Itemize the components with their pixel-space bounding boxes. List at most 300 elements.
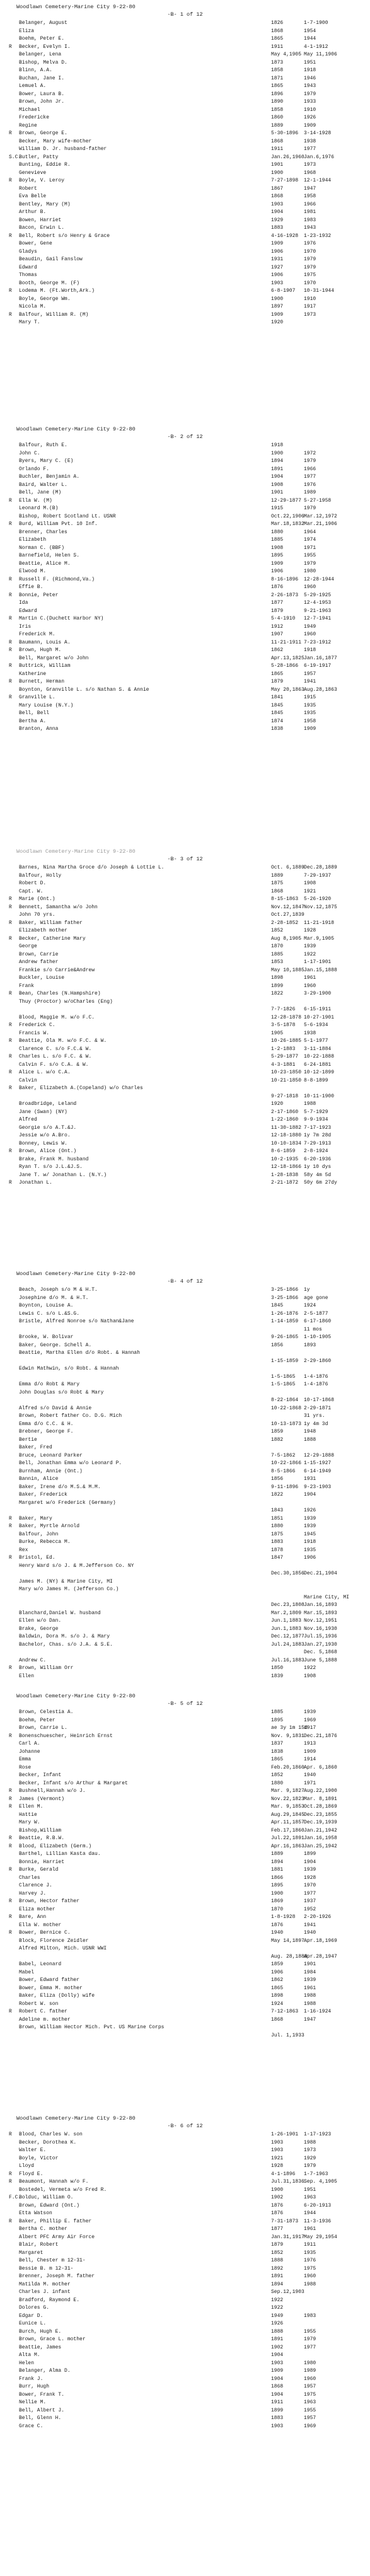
burial-record-row [0, 553, 370, 559]
record-birth-date: Nov.22,1823 [271, 1796, 304, 1802]
record-death-date: 1944 [304, 36, 316, 42]
record-death-date: 31 yrs. [304, 1413, 325, 1419]
record-name: Becker, Mary wife-mother [19, 138, 92, 144]
burial-record-row [0, 1148, 370, 1155]
record-death-date: June 5,1888 [304, 1657, 337, 1663]
record-death-date: Jan.16,1958 [304, 1835, 337, 1841]
burial-record-row [0, 1484, 370, 1491]
burial-record-row [0, 2009, 370, 2015]
record-name: Baker, Phillip E. father [19, 2218, 92, 2224]
record-death-date: 2-20-1926 [304, 1914, 332, 1920]
record-name: Becker, Evelyn I. [19, 43, 71, 50]
record-death-date: 1966 [304, 466, 316, 472]
record-death-date: Nov.12,1875 [304, 904, 337, 910]
record-name: Burr, Hugh [19, 2384, 50, 2389]
record-birth-date: 1845 [271, 702, 284, 708]
record-death-date: 1935 [304, 710, 316, 716]
record-birth-date: 1826 [271, 20, 284, 26]
record-name: Becker, Dorothea K. [19, 2139, 77, 2146]
record-marker: R [9, 1914, 12, 1920]
record-birth-date: 1837 [271, 1741, 284, 1747]
record-marker: R [9, 1022, 12, 1028]
burial-record-row [0, 1626, 370, 1632]
record-name: Bell, Chester m 12-31- [19, 2258, 86, 2263]
record-name: Brenner, Charles [19, 529, 67, 535]
record-name: Alfred s/o David & Annie [19, 1405, 92, 1411]
record-marker: R [9, 1070, 12, 1075]
record-marker: R [9, 616, 12, 621]
record-marker: R [9, 311, 12, 318]
record-name: George [19, 944, 37, 949]
record-birth-date: 1909 [271, 241, 284, 246]
record-birth-date: 1885 [271, 951, 284, 957]
record-name: Eliza [19, 28, 35, 34]
record-birth-date: 1865 [271, 671, 284, 677]
record-death-date: 1988 [304, 2139, 316, 2146]
record-birth-date: 1852 [271, 2250, 284, 2256]
record-death-date: Marine City, MI [304, 1594, 350, 1600]
burial-record-row [0, 1350, 370, 1356]
burial-record-row [0, 249, 370, 255]
record-name: Barthel, Lillian Kasta dau. [19, 1851, 101, 1857]
record-birth-date: Jun.1,1883 [271, 1618, 302, 1624]
record-name: Frank J. [19, 2376, 43, 2382]
record-death-date: 1960 [304, 584, 316, 590]
record-birth-date: 7-7-1826 [271, 1007, 296, 1012]
record-name: Balfour, Holly [19, 872, 62, 879]
record-death-date: 1928 [304, 1874, 316, 1881]
record-birth-date: Jan.31,1917 [271, 2234, 304, 2240]
record-birth-date: 10-26-1885 [271, 1038, 302, 1044]
record-birth-date: 1873 [271, 59, 284, 66]
burial-record-row [0, 170, 370, 176]
record-death-date: Aug.28,1863 [304, 686, 337, 693]
record-name: Eunice L. [19, 2321, 47, 2326]
record-death-date: 1940 [304, 1930, 316, 1936]
record-death-date: 1918 [304, 67, 316, 73]
record-birth-date: 1870 [271, 944, 284, 949]
record-name: Robert D. [19, 881, 47, 886]
record-name: Frankie s/o Carrie&Andrew [19, 967, 95, 973]
record-death-date: 1968 [304, 170, 316, 176]
record-name: Bishop,William [19, 1827, 62, 1834]
burial-record-row [0, 2171, 370, 2178]
burial-record-row [0, 1054, 370, 1060]
burial-record-row [0, 2329, 370, 2335]
burial-record-row [0, 2001, 370, 2007]
transcription-page [0, 1689, 370, 2111]
record-birth-date: Nov.12,1847 [271, 904, 304, 910]
record-name: Eva Belle [19, 193, 47, 199]
burial-record-row [0, 2179, 370, 2185]
burial-record-row [0, 1757, 370, 1763]
burial-record-row [0, 482, 370, 488]
record-birth-date: 1883 [271, 1539, 284, 1545]
record-birth-date: 1852 [271, 928, 284, 933]
record-name: Brown, Carrie [19, 951, 59, 957]
record-death-date: 1960 [304, 632, 316, 637]
burial-record-row [0, 202, 370, 208]
record-birth-date: 1859 [271, 1429, 284, 1435]
record-death-date: 1952 [304, 1906, 316, 1912]
record-death-date: 5-26-1920 [304, 896, 332, 902]
record-death-date: 5-27-1958 [304, 497, 332, 504]
record-name: Burke, Gerald [19, 1867, 59, 1873]
record-name: Jessie w/o A.Bro. [19, 1133, 71, 1138]
record-death-date: 3-11-1884 [304, 1046, 332, 1052]
record-name: Dolores G. [19, 2305, 50, 2311]
record-death-date: Apr.28,1947 [304, 1953, 337, 1960]
record-death-date: 1918 [304, 647, 316, 653]
burial-record-row [0, 1287, 370, 1293]
record-marker: R [9, 497, 12, 504]
burial-record-row [0, 647, 370, 654]
burial-record-row [0, 2415, 370, 2422]
page-header: Woodlawn Cemetery-Marine City 9-22-80 [16, 2115, 136, 2122]
record-death-date: 1935 [304, 702, 316, 708]
record-death-date: 1909 [304, 1748, 316, 1755]
record-birth-date: Oct. 6,1889 [271, 865, 304, 870]
record-birth-date: 1877 [271, 600, 284, 606]
record-name: Bonnie, Harriet [19, 1859, 65, 1865]
burial-record-row [0, 2017, 370, 2023]
record-death-date: 1-7-1963 [304, 2171, 328, 2177]
record-birth-date: Aug 8,1905 [271, 935, 302, 942]
record-death-date: 1976 [304, 2258, 316, 2263]
record-birth-date: 2-17-1860 [271, 1109, 299, 1115]
record-birth-date: Nov. 9,1831 [271, 1733, 304, 1739]
record-name: Bower, Edward father [19, 1977, 80, 1983]
burial-record-row [0, 2163, 370, 2169]
record-marker: R [9, 1085, 12, 1091]
record-name: James M. (NY) & Marine City, MI [19, 1578, 113, 1585]
burial-record-row [0, 1327, 370, 1333]
record-marker: R [9, 2132, 12, 2137]
record-death-date: 1-7-1900 [304, 20, 328, 26]
burial-record-row [0, 2258, 370, 2264]
record-name: Bower, Bernice C. [19, 1930, 71, 1936]
record-death-date: 6-14-1949 [304, 1468, 332, 1474]
record-death-date: 1973 [304, 2147, 316, 2153]
record-birth-date: 1847 [271, 1555, 284, 1561]
record-name: Boyle, George Wm. [19, 296, 71, 302]
record-death-date: 1-23-1932 [304, 233, 332, 239]
record-name: Michael [19, 107, 40, 113]
record-birth-date: 1920 [271, 320, 284, 325]
record-birth-date: 1870 [271, 1906, 284, 1912]
burial-record-row [0, 1085, 370, 1092]
record-death-date: Mar.21,1906 [304, 521, 337, 527]
record-name: Boynton, Louise A. [19, 1303, 74, 1308]
record-death-date: 1939 [304, 1523, 316, 1529]
burial-record-row [0, 1046, 370, 1053]
burial-record-row [0, 1555, 370, 1561]
record-death-date: 1955 [304, 2407, 316, 2413]
record-death-date: 1988 [304, 1101, 316, 1107]
record-birth-date: 1860 [271, 115, 284, 120]
record-name: Bradford, Raymond E. [19, 2297, 80, 2303]
record-death-date: 1945 [304, 1531, 316, 1537]
record-death-date: 1937 [304, 1898, 316, 1904]
record-birth-date: 1858 [271, 107, 284, 113]
page-header: Woodlawn Cemetery-Marine City 9-22-80 [16, 848, 136, 855]
burial-record-row [0, 217, 370, 224]
record-death-date: 1949 [304, 623, 316, 630]
record-birth-date: 1868 [271, 138, 284, 144]
burial-record-row [0, 186, 370, 192]
record-birth-date: 1908 [271, 545, 284, 551]
record-death-date: 1929 [304, 2155, 316, 2161]
record-death-date: 1979 [304, 2163, 316, 2169]
record-birth-date: 1903 [271, 2147, 284, 2153]
record-death-date: 1-15-1927 [304, 1460, 332, 1466]
record-death-date: 1960 [304, 2273, 316, 2279]
burial-record-row [0, 2226, 370, 2232]
record-birth-date: 1865 [271, 1757, 284, 1762]
record-name: Emma [19, 1757, 32, 1762]
burial-record-row [0, 577, 370, 583]
record-death-date: 58y 4m 5d [304, 1172, 332, 1178]
record-name: Beattie, R.B.W. [19, 1835, 65, 1841]
record-name: Capt. W. [19, 888, 43, 894]
burial-record-row [0, 936, 370, 942]
record-birth-date: 3-25-1866 [271, 1295, 299, 1301]
record-name: Bower, Frank T. [19, 2391, 65, 2398]
record-name: Brown, Carrie L. [19, 1725, 67, 1731]
record-death-date: Dec.23,1855 [304, 1811, 337, 1818]
burial-record-row [0, 1804, 370, 1810]
record-birth-date: 1882 [271, 1436, 284, 1443]
burial-record-row [0, 76, 370, 82]
burial-record-row [0, 999, 370, 1005]
burial-record-row [0, 1658, 370, 1664]
record-birth-date: 1876 [271, 584, 284, 590]
record-death-date: 50y 6m 27dy [304, 1180, 337, 1186]
record-birth-date: May 4,1905 [271, 52, 302, 57]
record-birth-date: 1876 [271, 2202, 284, 2209]
record-name: Robert C. father [19, 2009, 67, 2014]
record-name: Bostedel, Vermeta w/o Fred R. [19, 2186, 107, 2193]
record-birth-date: 3-5-1878 [271, 1022, 296, 1028]
record-name: Bentley, Mary (M) [19, 201, 71, 207]
record-birth-date: Jul.24,1883 [271, 1641, 304, 1648]
record-birth-date: 1853 [271, 959, 284, 965]
page-title: -B- 1 of 12 [167, 11, 203, 18]
burial-record-row [0, 2408, 370, 2414]
burial-record-row [0, 1508, 370, 1514]
record-birth-date: 7-12-1863 [271, 2009, 299, 2014]
record-marker: R [9, 935, 12, 942]
record-name: Bowen, Harriet [19, 217, 62, 223]
burial-record-row [0, 265, 370, 271]
burial-record-row [0, 28, 370, 35]
record-death-date: 1906 [304, 1555, 316, 1561]
record-birth-date: May 10,1885 [271, 967, 304, 973]
record-name: Bristle, Alfred Nonroe s/o Nathan&Jane [19, 1319, 134, 1324]
record-birth-date: Jul.16,1883 [271, 1657, 304, 1663]
record-name: Elizabeth mother [19, 928, 67, 933]
record-marker: R [9, 2179, 12, 2185]
record-death-date: 1977 [304, 474, 316, 480]
burial-record-row [0, 1358, 370, 1365]
record-marker: R [9, 920, 12, 926]
record-marker: R [9, 991, 12, 996]
record-death-date: 1941 [304, 679, 316, 684]
record-death-date: 5-29-1925 [304, 592, 332, 598]
burial-record-row [0, 1610, 370, 1617]
record-name: Charles L. s/o F.C. & W. [19, 1054, 92, 1060]
burial-record-row [0, 1476, 370, 1482]
record-birth-date: 1878 [271, 1547, 284, 1553]
record-death-date: 1947 [304, 2016, 316, 2023]
burial-record-row [0, 1820, 370, 1826]
record-name: Alfred Milton, Mich. USNR WWI [19, 1946, 107, 1951]
record-name: Nicola M. [19, 304, 47, 309]
burial-record-row [0, 288, 370, 294]
record-death-date: 1973 [304, 162, 316, 168]
record-birth-date: 1904 [271, 2352, 284, 2358]
record-name: Nellie M. [19, 2400, 47, 2405]
record-name: Harvey J. [19, 1890, 47, 1897]
record-name: Adeline m. mother [19, 2016, 71, 2023]
record-birth-date: 1822 [271, 1492, 284, 1498]
record-name: Martin C.(Duchett Harbor NY) [19, 616, 104, 621]
record-birth-date: 1859 [271, 1961, 284, 1967]
record-name: Bennett, Samantha w/o John [19, 904, 98, 910]
record-birth-date: 1-28-1838 [271, 1172, 299, 1178]
record-birth-date: 1903 [271, 2423, 284, 2429]
burial-record-row [0, 2132, 370, 2138]
record-marker: R [9, 663, 12, 669]
burial-record-row [0, 944, 370, 950]
burial-record-row [0, 1781, 370, 1787]
burial-record-row [0, 2195, 370, 2201]
burial-record-row [0, 959, 370, 966]
record-name: Hattie [19, 1811, 37, 1818]
burial-record-row [0, 2140, 370, 2146]
record-death-date: 1-17-1901 [304, 959, 332, 965]
page-title: -B- 6 of 12 [167, 2123, 203, 2129]
record-birth-date: Feb.20,1860 [271, 1764, 304, 1770]
record-name: Buttrick, William [19, 663, 71, 669]
burial-record-row [0, 2400, 370, 2406]
burial-record-row [0, 2289, 370, 2296]
record-death-date: 1943 [304, 225, 316, 231]
record-marker: R [9, 521, 12, 527]
record-death-date: 5-6-1934 [304, 1022, 328, 1028]
record-death-date: 12-29-1888 [304, 1452, 335, 1458]
record-name: Barnefield, Helen S. [19, 553, 80, 558]
record-name: John Douglas s/o Robt & Mary [19, 1389, 104, 1395]
record-death-date: Nov.16,1930 [304, 1626, 337, 1632]
record-death-date: 2-8-1924 [304, 1148, 328, 1154]
record-birth-date: 4-1-1896 [271, 2171, 296, 2177]
burial-record-row [0, 1741, 370, 1747]
record-marker: R [9, 592, 12, 598]
record-birth-date: 8-22-1864 [271, 1397, 299, 1403]
record-name: Beach, Joseph s/o M & H.T. [19, 1287, 98, 1293]
burial-record-row [0, 2360, 370, 2367]
record-birth-date: 1880 [271, 529, 284, 535]
record-death-date: 1909 [304, 726, 316, 732]
record-death-date: Dec.21,1876 [304, 1733, 337, 1739]
record-name: Emma d/o C.C. & H. [19, 1421, 74, 1427]
burial-record-row [0, 1859, 370, 1866]
record-birth-date: 1903 [271, 280, 284, 286]
burial-record-row [0, 1429, 370, 1435]
record-name: Johanne [19, 1748, 40, 1755]
burial-record-row [0, 60, 370, 66]
record-name: Brenner, Joseph M. father [19, 2273, 95, 2279]
record-birth-date: 1918 [271, 442, 284, 448]
burial-record-row [0, 912, 370, 918]
record-death-date: 1917 [304, 304, 316, 309]
record-birth-date: 1839 [271, 1673, 284, 1679]
record-death-date: 1969 [304, 2423, 316, 2429]
burial-record-row [0, 1649, 370, 1656]
burial-record-row [0, 2368, 370, 2374]
record-death-date: Apr. 6,1860 [304, 1764, 337, 1770]
record-name: Edgar D. [19, 2313, 43, 2319]
record-name: Alice L. w/o C.A. [19, 1070, 71, 1075]
burial-record-row [0, 52, 370, 58]
record-name: Norman C. (BBF) [19, 545, 65, 551]
record-death-date: Jan.6,1976 [304, 154, 335, 160]
burial-record-row [0, 632, 370, 638]
burial-record-row [0, 1101, 370, 1107]
record-death-date: Mar.12,1972 [304, 513, 337, 519]
record-death-date: 1944 [304, 2210, 316, 2216]
record-name: Jane (Swan) (NY) [19, 1109, 67, 1115]
record-birth-date: 5-29-1877 [271, 1054, 299, 1060]
burial-record-row [0, 1117, 370, 1123]
record-birth-date: 1903 [271, 2360, 284, 2366]
record-birth-date: 1895 [271, 1717, 284, 1723]
record-name: Blood, Maggie M. w/o F.C. [19, 1014, 95, 1020]
burial-record-row [0, 1930, 370, 1936]
burial-record-row [0, 442, 370, 449]
burial-record-row [0, 2273, 370, 2280]
record-death-date: Mar.15,1893 [304, 1610, 337, 1616]
record-birth-date: 1875 [271, 881, 284, 886]
record-name: Buckler, Louise [19, 975, 65, 981]
record-birth-date: May 14,1897 [271, 1938, 304, 1944]
record-name: Broadbridge, Leland [19, 1101, 77, 1107]
burial-record-row [0, 2392, 370, 2398]
record-birth-date: 1892 [271, 2265, 284, 2272]
burial-record-row [0, 514, 370, 520]
record-name: William D. Jr. husband-father [19, 146, 107, 152]
record-death-date: 1988 [304, 1993, 316, 1999]
record-birth-date: 12-18-1866 [271, 1164, 302, 1170]
record-birth-date: 1875 [271, 1531, 284, 1537]
record-death-date: 1960 [304, 983, 316, 989]
record-marker: R [9, 1835, 12, 1841]
record-birth-date: 1906 [271, 248, 284, 255]
record-death-date: 1979 [304, 505, 316, 511]
record-death-date: 6-24-1881 [304, 1061, 332, 1068]
record-name: Bean, Charles (N.Hampshire) [19, 991, 101, 996]
record-birth-date: May 20,1863 [271, 686, 304, 693]
record-name: Burd, William Pvt. 10 Inf. [19, 521, 98, 527]
record-death-date: 11-3-1936 [304, 2218, 332, 2224]
record-name: Edward [19, 264, 37, 270]
record-name: Ella W. mother [19, 1922, 62, 1928]
record-name: Georgie s/o A.T.&J. [19, 1124, 77, 1131]
burial-record-row [0, 991, 370, 997]
record-death-date: 1973 [304, 311, 316, 318]
record-name: Boehm, Peter [19, 1717, 55, 1723]
